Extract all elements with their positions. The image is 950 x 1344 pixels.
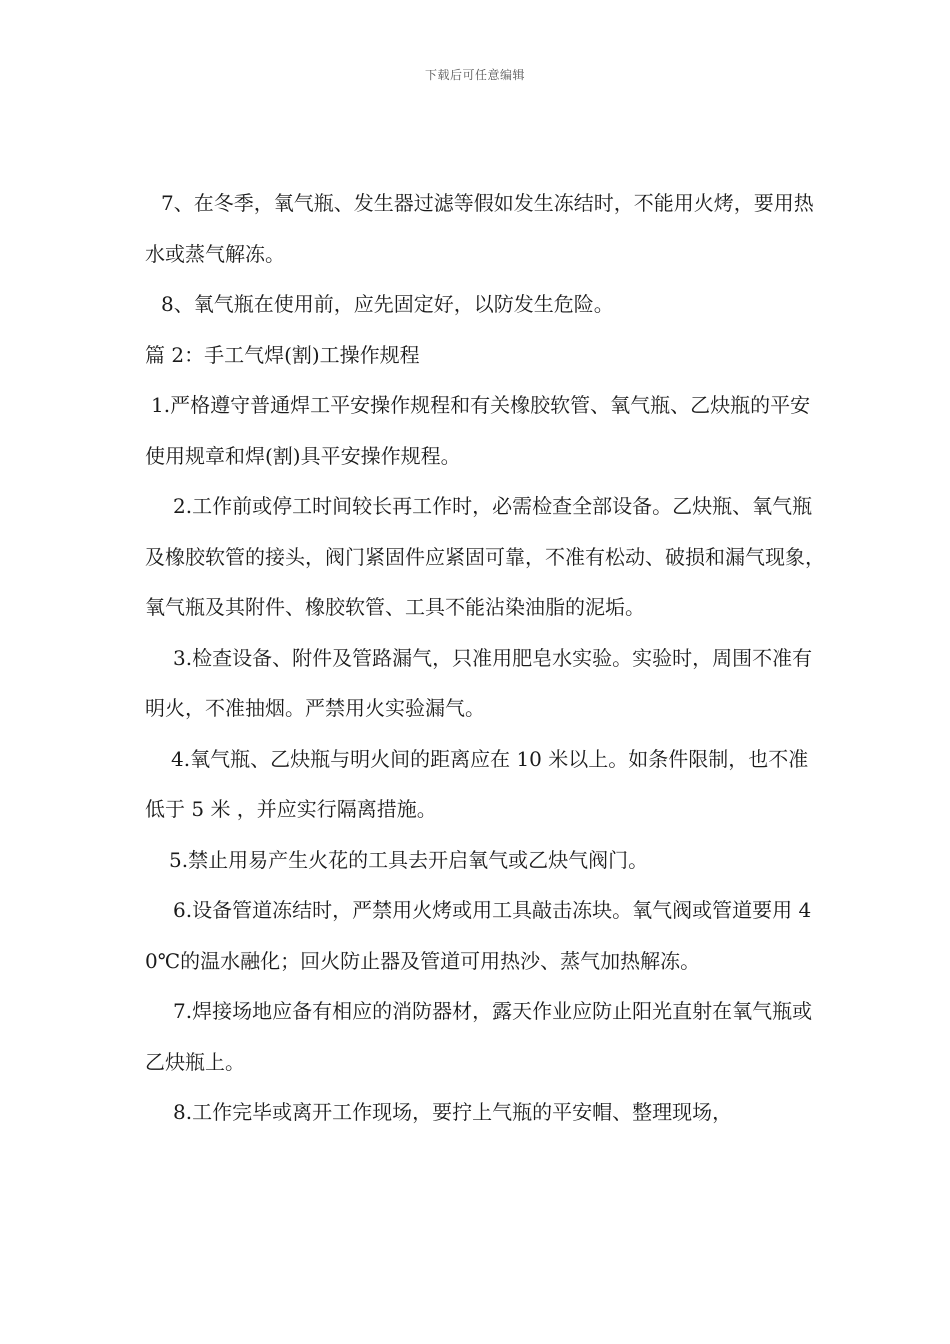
rule-8: 8.工作完毕或离开工作现场，要拧上气瓶的平安帽、整理现场，: [173, 1100, 733, 1124]
rule-6: 6.设备管道冻结时，严禁用火烤或用工具敲击冻块。氧气阀或管道要用 40℃的温水融化；回火防止器及管道可用热沙、蒸气加热解冻。: [145, 898, 812, 973]
rule-1: 1.严格遵守普通焊工平安操作规程和有关橡胶软管、氧气瓶、乙炔瓶的平安使用规章和焊(割)具平安操作规程。: [145, 393, 811, 468]
rule-3: 3.检查设备、附件及管路漏气，只准用肥皂水实验。实验时，周围不准有明火，不准抽烟。严禁用火实验漏气。: [145, 645, 813, 720]
paragraph-fix-cylinder: 8、氧气瓶在使用前，应先固定好，以防发生危险。: [161, 292, 614, 316]
paragraph-winter-thaw: 7、在冬季，氧气瓶、发生器过滤等假如发生冻结时，不能用火烤，要用热水或蒸气解冻。: [145, 191, 814, 266]
page-header: 下载后可任意编辑: [424, 68, 525, 82]
rule-4: 4.氧气瓶、乙炔瓶与明火间的距离应在 10 米以上。如条件限制，也不准低于 5 米 ，并应实行隔离措施。: [145, 746, 809, 821]
document-body: [145, 178, 825, 1138]
rule-2: 2.工作前或停工时间较长再工作时，必需检查全部设备。乙炔瓶、氧气瓶及橡胶软管的接头，阀门紧固件应紧固可靠，不准有松动、破损和漏气现象，氧气瓶及其附件、橡胶软管、工具不能沾染油脂的泥垢。: [145, 494, 825, 619]
rule-7: 7.焊接场地应备有相应的消防器材，露天作业应防止阳光直射在氧气瓶或乙炔瓶上。: [145, 999, 813, 1074]
rule-5: 5.禁止用易产生火花的工具去开启氧气或乙炔气阀门。: [169, 847, 649, 872]
section-title: 篇 2：手工气焊(割)工操作规程: [145, 342, 420, 367]
